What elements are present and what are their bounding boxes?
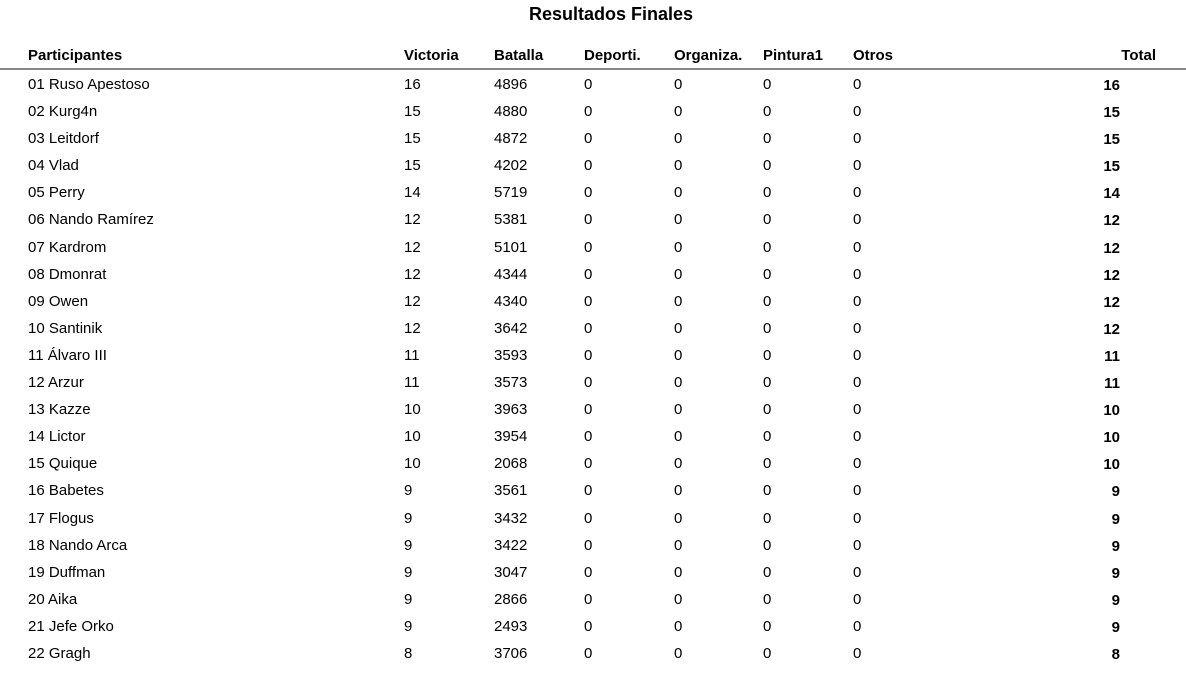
- table-row: [0, 206, 1186, 233]
- batalla-value: 3706: [494, 644, 528, 662]
- table-row: [0, 423, 1186, 450]
- pintura-value: 0: [763, 482, 772, 500]
- deporti-value: 0: [584, 319, 593, 337]
- batalla-value: 4872: [494, 130, 528, 148]
- organiza-value: 0: [674, 319, 683, 337]
- victoria-value: 15: [404, 157, 421, 175]
- participant-name: 19 Duffman: [28, 563, 106, 581]
- deporti-value: 0: [584, 536, 593, 554]
- pintura-value: 0: [763, 374, 772, 392]
- table-row: [0, 98, 1186, 125]
- otros-value: 0: [853, 617, 862, 635]
- pintura-value: 0: [763, 319, 772, 337]
- organiza-value: 0: [674, 482, 683, 500]
- organiza-value: 0: [674, 428, 683, 446]
- total-value: 15: [1103, 158, 1120, 176]
- organiza-value: 0: [674, 346, 683, 364]
- organiza-value: 0: [674, 103, 683, 121]
- table-row: [0, 71, 1186, 98]
- deporti-value: 0: [584, 292, 593, 310]
- victoria-value: 12: [404, 319, 421, 337]
- otros-value: 0: [853, 130, 862, 148]
- organiza-value: 0: [674, 184, 683, 202]
- page-title: Resultados Finales: [528, 4, 694, 24]
- organiza-value: 0: [674, 76, 683, 93]
- deporti-value: 0: [584, 184, 593, 202]
- table-row: [0, 559, 1186, 586]
- otros-value: 0: [853, 103, 862, 121]
- deporti-value: 0: [584, 644, 593, 662]
- header-pintura: Pintura1: [763, 47, 824, 64]
- organiza-value: 0: [674, 617, 683, 635]
- otros-value: 0: [853, 401, 862, 419]
- deporti-value: 0: [584, 401, 593, 419]
- total-value: 15: [1103, 131, 1120, 149]
- otros-value: 0: [853, 536, 862, 554]
- batalla-value: 4344: [494, 265, 528, 283]
- pintura-value: 0: [763, 428, 772, 446]
- victoria-value: 10: [404, 455, 421, 473]
- pintura-value: 0: [763, 509, 772, 527]
- pintura-value: 0: [763, 157, 772, 175]
- participant-name: 06 Nando Ramírez: [28, 211, 154, 229]
- total-value: 9: [1111, 564, 1120, 582]
- participant-name: 10 Santinik: [28, 319, 103, 337]
- table-row: [0, 234, 1186, 261]
- victoria-value: 9: [404, 536, 413, 554]
- deporti-value: 0: [584, 238, 593, 256]
- table-row: [0, 152, 1186, 179]
- otros-value: 0: [853, 76, 862, 93]
- deporti-value: 0: [584, 130, 593, 148]
- table-row: [0, 342, 1186, 369]
- total-value: 12: [1103, 293, 1120, 311]
- pintura-value: 0: [763, 346, 772, 364]
- total-value: 9: [1111, 510, 1120, 528]
- total-value: 10: [1103, 429, 1120, 447]
- victoria-value: 12: [404, 238, 421, 256]
- organiza-value: 0: [674, 590, 683, 608]
- header-otros: Otros: [853, 47, 894, 64]
- table-row: [0, 261, 1186, 288]
- victoria-value: 12: [404, 211, 421, 229]
- deporti-value: 0: [584, 428, 593, 446]
- total-value: 14: [1103, 185, 1120, 203]
- otros-value: 0: [853, 346, 862, 364]
- victoria-value: 11: [404, 346, 420, 364]
- pintura-value: 0: [763, 617, 772, 635]
- participant-name: 17 Flogus: [28, 509, 94, 527]
- batalla-value: 3573: [494, 374, 528, 392]
- participant-name: 15 Quique: [28, 455, 98, 473]
- deporti-value: 0: [584, 157, 593, 175]
- pintura-value: 0: [763, 563, 772, 581]
- otros-value: 0: [853, 482, 862, 500]
- victoria-value: 9: [404, 509, 413, 527]
- header-organiza: Organiza.: [674, 47, 743, 64]
- results-table: [0, 46, 1186, 666]
- organiza-value: 0: [674, 265, 683, 283]
- victoria-value: 12: [404, 292, 421, 310]
- total-value: 9: [1111, 537, 1120, 555]
- table-row: [0, 125, 1186, 152]
- batalla-value: 4880: [494, 103, 528, 121]
- deporti-value: 0: [584, 509, 593, 527]
- batalla-value: 3954: [494, 428, 528, 446]
- batalla-value: 3963: [494, 401, 528, 419]
- table-row: [0, 396, 1186, 423]
- header-victoria: Victoria: [404, 47, 459, 64]
- participant-name: 14 Lictor: [28, 428, 86, 446]
- table-row: [0, 532, 1186, 559]
- batalla-value: 3432: [494, 509, 528, 527]
- table-header: [0, 46, 1186, 70]
- otros-value: 0: [853, 292, 862, 310]
- otros-value: 0: [853, 563, 862, 581]
- batalla-value: 3642: [494, 319, 528, 337]
- participant-name: 18 Nando Arca: [28, 536, 128, 554]
- organiza-value: 0: [674, 292, 683, 310]
- organiza-value: 0: [674, 401, 683, 419]
- table-row: [0, 179, 1186, 206]
- total-value: 9: [1111, 618, 1120, 636]
- batalla-value: 3047: [494, 563, 528, 581]
- batalla-value: 5101: [494, 238, 528, 256]
- participant-name: 01 Ruso Apestoso: [28, 76, 150, 93]
- otros-value: 0: [853, 238, 862, 256]
- deporti-value: 0: [584, 482, 593, 500]
- victoria-value: 8: [404, 644, 413, 662]
- organiza-value: 0: [674, 563, 683, 581]
- deporti-value: 0: [584, 563, 593, 581]
- victoria-value: 10: [404, 401, 421, 419]
- total-value: 11: [1104, 375, 1120, 393]
- victoria-value: 10: [404, 428, 421, 446]
- otros-value: 0: [853, 428, 862, 446]
- total-value: 9: [1111, 591, 1120, 609]
- participant-name: 21 Jefe Orko: [28, 617, 114, 635]
- otros-value: 0: [853, 211, 862, 229]
- otros-value: 0: [853, 644, 862, 662]
- organiza-value: 0: [674, 130, 683, 148]
- victoria-value: 9: [404, 563, 413, 581]
- otros-value: 0: [853, 184, 862, 202]
- batalla-value: 5719: [494, 184, 528, 202]
- participant-name: 07 Kardrom: [28, 238, 107, 256]
- total-value: 8: [1111, 645, 1120, 663]
- organiza-value: 0: [674, 211, 683, 229]
- table-row: [0, 640, 1186, 667]
- deporti-value: 0: [584, 346, 593, 364]
- participant-name: 20 Aika: [28, 590, 78, 608]
- pintura-value: 0: [763, 211, 772, 229]
- batalla-value: 2068: [494, 455, 528, 473]
- table-row: [0, 369, 1186, 396]
- participant-name: 09 Owen: [28, 292, 89, 310]
- table-body: [0, 71, 1186, 667]
- organiza-value: 0: [674, 509, 683, 527]
- header-total: Total: [1121, 47, 1156, 64]
- organiza-value: 0: [674, 374, 683, 392]
- victoria-value: 11: [404, 374, 420, 392]
- deporti-value: 0: [584, 455, 593, 473]
- otros-value: 0: [853, 157, 862, 175]
- batalla-value: 4202: [494, 157, 528, 175]
- victoria-value: 15: [404, 103, 421, 121]
- pintura-value: 0: [763, 130, 772, 148]
- participant-name: 08 Dmonrat: [28, 265, 107, 283]
- header-deporti: Deporti.: [584, 47, 641, 64]
- pintura-value: 0: [763, 401, 772, 419]
- pintura-value: 0: [763, 455, 772, 473]
- table-row: [0, 586, 1186, 613]
- victoria-value: 14: [404, 184, 421, 202]
- otros-value: 0: [853, 374, 862, 392]
- organiza-value: 0: [674, 157, 683, 175]
- batalla-value: 2493: [494, 617, 528, 635]
- organiza-value: 0: [674, 644, 683, 662]
- pintura-value: 0: [763, 265, 772, 283]
- otros-value: 0: [853, 265, 862, 283]
- table-row: [0, 315, 1186, 342]
- pintura-value: 0: [763, 76, 772, 93]
- victoria-value: 16: [404, 76, 421, 93]
- pintura-value: 0: [763, 292, 772, 310]
- participant-name: 12 Arzur: [28, 374, 84, 392]
- victoria-value: 15: [404, 130, 421, 148]
- victoria-value: 9: [404, 482, 413, 500]
- organiza-value: 0: [674, 455, 683, 473]
- victoria-value: 12: [404, 265, 421, 283]
- pintura-value: 0: [763, 238, 772, 256]
- pintura-value: 0: [763, 103, 772, 121]
- batalla-value: 4340: [494, 292, 528, 310]
- total-value: 11: [1104, 347, 1120, 365]
- organiza-value: 0: [674, 536, 683, 554]
- otros-value: 0: [853, 455, 862, 473]
- pintura-value: 0: [763, 184, 772, 202]
- batalla-value: 4896: [494, 76, 528, 93]
- victoria-value: 9: [404, 617, 413, 635]
- pintura-value: 0: [763, 644, 772, 662]
- header-batalla: Batalla: [494, 47, 544, 64]
- participant-name: 13 Kazze: [28, 401, 91, 419]
- participant-name: 02 Kurg4n: [28, 103, 98, 121]
- deporti-value: 0: [584, 590, 593, 608]
- total-value: 12: [1103, 239, 1120, 257]
- deporti-value: 0: [584, 374, 593, 392]
- total-value: 16: [1103, 77, 1120, 94]
- total-value: 15: [1103, 104, 1120, 122]
- table-row: [0, 505, 1186, 532]
- table-row: [0, 450, 1186, 477]
- table-row: [0, 613, 1186, 640]
- total-value: 10: [1103, 402, 1120, 420]
- total-value: 12: [1103, 320, 1120, 338]
- total-value: 9: [1111, 483, 1120, 501]
- total-value: 12: [1103, 212, 1120, 230]
- otros-value: 0: [853, 590, 862, 608]
- organiza-value: 0: [674, 238, 683, 256]
- otros-value: 0: [853, 319, 862, 337]
- header-participantes: Participantes: [28, 47, 123, 64]
- batalla-value: 5381: [494, 211, 528, 229]
- batalla-value: 3593: [494, 346, 528, 364]
- deporti-value: 0: [584, 76, 593, 93]
- participant-name: 04 Vlad: [28, 157, 79, 175]
- pintura-value: 0: [763, 590, 772, 608]
- participant-name: 11 Álvaro III: [28, 346, 107, 364]
- participant-name: 22 Gragh: [28, 644, 91, 662]
- batalla-value: 3561: [494, 482, 528, 500]
- deporti-value: 0: [584, 265, 593, 283]
- batalla-value: 2866: [494, 590, 528, 608]
- table-row: [0, 477, 1186, 504]
- total-value: 12: [1103, 266, 1120, 284]
- deporti-value: 0: [584, 103, 593, 121]
- batalla-value: 3422: [494, 536, 528, 554]
- deporti-value: 0: [584, 617, 593, 635]
- total-value: 10: [1103, 456, 1120, 474]
- participant-name: 03 Leitdorf: [28, 130, 99, 148]
- participant-name: 05 Perry: [28, 184, 85, 202]
- victoria-value: 9: [404, 590, 413, 608]
- participant-name: 16 Babetes: [28, 482, 104, 500]
- table-row: [0, 288, 1186, 315]
- otros-value: 0: [853, 509, 862, 527]
- deporti-value: 0: [584, 211, 593, 229]
- pintura-value: 0: [763, 536, 772, 554]
